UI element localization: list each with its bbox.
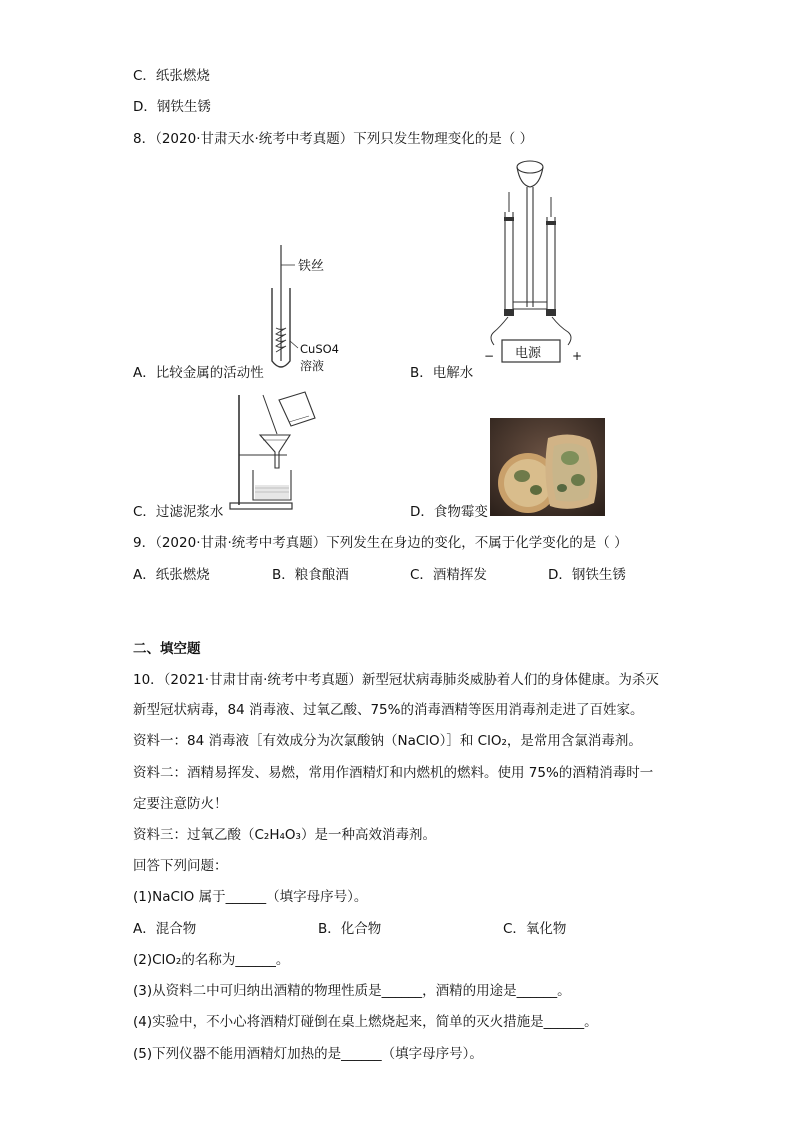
q7-option-d: D．钢铁生锈 [133,99,211,115]
q8-fig-b-power-label: 电源 [515,346,542,361]
q8-fig-b-plus: + [572,349,583,363]
q10-subquestion-3: (3)从资料二中可归纳出酒精的物理性质是______，酒精的用途是______。 [133,983,571,999]
q10-subquestion-4: (4)实验中，不小心将酒精灯碰倒在桌上燃烧起来，简单的灭火措施是______。 [133,1014,598,1030]
section-heading-fill-in: 二、填空题 [133,641,201,657]
q8-option-c: C．过滤泥浆水 [133,504,224,520]
q9-option-b: B．粮食酿酒 [272,567,349,583]
q10-material-3: 资料三：过氧乙酸（C₂H₄O₃）是一种高效消毒剂。 [133,827,436,843]
q8-stem: 8．（2020·甘肃天水·统考中考真题）下列只发生物理变化的是（ ） [133,131,534,147]
q8-fig-a-solution-label-2: 溶液 [300,359,325,373]
q10-stem-line-2: 新型冠状病毒，84 消毒液、过氧乙酸、75%的消毒酒精等医用消毒剂走进了百姓家。 [133,702,644,718]
q8-option-d: D．食物霉变 [410,504,488,520]
q8-fig-a-solution-label-1: CuSO4 [300,342,339,356]
q10-material-1: 资料一：84 消毒液［有效成分为次氯酸钠（NaClO）］和 ClO₂，是常用含氯消毒剂。 [133,733,642,749]
q9-option-a: A．纸张燃烧 [133,567,210,583]
q10-sub1-option-a: A．混合物 [133,921,197,937]
q8-fig-a-wire-label: 铁丝 [298,259,325,274]
q10-sub1-option-b: B．化合物 [318,921,382,937]
q10-stem-line-1: 10．（2021·甘肃甘南·统考中考真题）新型冠状病毒肺炎威胁着人们的身体健康。为杀灭 [133,672,659,688]
q10-sub1-option-c: C．氧化物 [503,921,567,937]
q8-figure-b-electrolysis [480,157,590,367]
q7-option-c: C．纸张燃烧 [133,68,210,84]
q8-option-b: B．电解水 [410,365,474,381]
q10-subquestion-1: (1)NaClO 属于______（填字母序号）。 [133,889,368,905]
q10-subquestion-2: (2)ClO₂的名称为______。 [133,952,290,968]
q9-option-c: C．酒精挥发 [410,567,487,583]
q9-stem: 9．（2020·甘肃·统考中考真题）下列发生在身边的变化，不属于化学变化的是（ ） [133,535,628,551]
q8-figure-a-test-tube [255,243,365,378]
q10-subquestion-5: (5)下列仪器不能用酒精灯加热的是______（填字母序号）。 [133,1046,483,1062]
q9-option-d: D．钢铁生锈 [548,567,626,583]
q8-option-a: A．比较金属的活动性 [133,365,264,381]
q8-fig-b-minus: − [484,349,495,363]
q10-material-2-line-1: 资料二：酒精易挥发、易燃，常用作酒精灯和内燃机的燃料。使用 75%的酒精消毒时一 [133,765,654,781]
q8-figure-d-moldy-bread-image [490,418,605,516]
q10-material-2-line-2: 定要注意防火！ [133,796,228,812]
q8-figure-c-filtration [227,390,327,515]
q10-answer-prompt: 回答下列问题： [133,858,228,874]
